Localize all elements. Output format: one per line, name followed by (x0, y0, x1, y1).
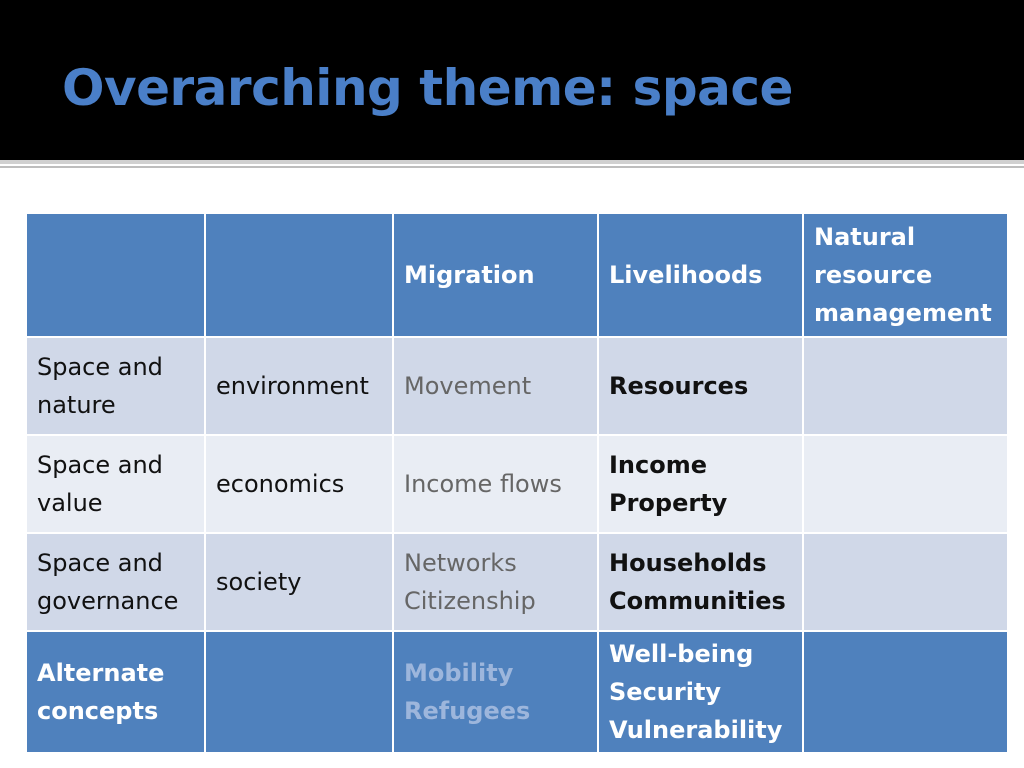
header-cell-migration: Migration (393, 213, 598, 337)
cell-livelihoods: Households Communities (598, 533, 803, 631)
cell-theme: Space and value (26, 435, 205, 533)
header-nrm-line: resource (814, 261, 933, 289)
cell-migration: Mobility Refugees (393, 631, 598, 753)
theme-table (25, 212, 1009, 754)
cell-livelihoods: Well-being Security Vulnerability (598, 631, 803, 753)
table-row (26, 435, 1008, 533)
header-cell-livelihoods: Livelihoods (598, 213, 803, 337)
cell-domain: economics (205, 435, 393, 533)
slide-title: Overarching theme: space (62, 59, 793, 117)
cell-theme: Space and nature (26, 337, 205, 435)
alternate-concepts-row (26, 631, 1008, 753)
cell-migration: Networks Citizenship (393, 533, 598, 631)
cell-theme: Alternate concepts (26, 631, 205, 753)
cell-livelihoods: Resources (598, 337, 803, 435)
cell-livelihoods: Income Property (598, 435, 803, 533)
cell-migration: Income flows (393, 435, 598, 533)
cell-domain (205, 631, 393, 753)
table-row (26, 337, 1008, 435)
cell-theme: Space and governance (26, 533, 205, 631)
cell-natural-resource-management (803, 631, 1008, 753)
header-row (26, 213, 1008, 337)
cell-natural-resource-management (803, 533, 1008, 631)
title-bar (0, 0, 1024, 160)
divider-rule (0, 160, 1024, 164)
cell-domain: society (205, 533, 393, 631)
header-cell-theme (26, 213, 205, 337)
header-cell-natural-resource-management (803, 213, 1008, 337)
table-row (26, 533, 1008, 631)
header-nrm-line: management (814, 299, 992, 327)
cell-domain: environment (205, 337, 393, 435)
header-cell-domain (205, 213, 393, 337)
cell-migration: Movement (393, 337, 598, 435)
cell-natural-resource-management (803, 337, 1008, 435)
header-nrm-line: Natural (814, 223, 916, 251)
cell-natural-resource-management (803, 435, 1008, 533)
divider-rule-thin (0, 166, 1024, 168)
